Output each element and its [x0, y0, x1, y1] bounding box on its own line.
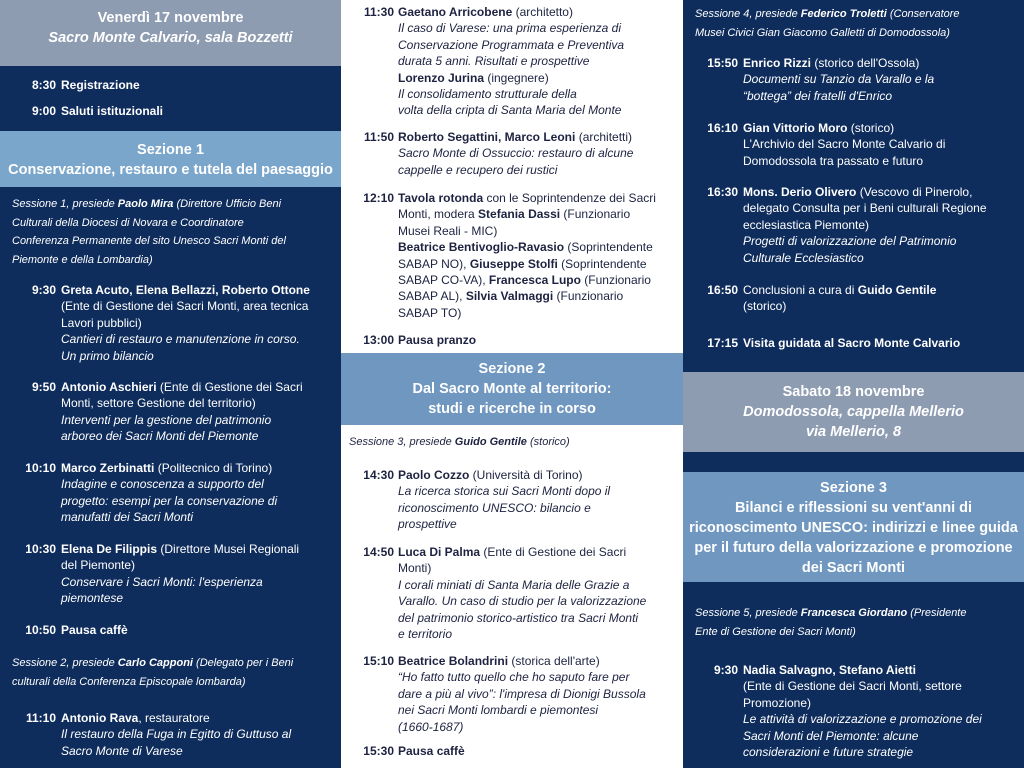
item-details — [743, 335, 1016, 351]
item-text: Monti) — [398, 561, 432, 576]
item-line — [398, 467, 675, 483]
item-line — [61, 710, 333, 726]
item-line — [61, 348, 333, 364]
item-line — [398, 256, 675, 272]
item-time: 14:30 — [363, 468, 394, 482]
item-details — [61, 710, 333, 759]
item-text: delegato Consulta per i Beni culturali Regione — [743, 201, 987, 216]
item-line — [398, 653, 675, 669]
talk-title: La ricerca storica sui Sacri Monti dopo il — [398, 484, 611, 499]
item-line — [398, 239, 675, 255]
item-line — [743, 678, 1016, 694]
item-line — [398, 4, 675, 20]
speaker-name: Nadia Salvagno, Stefano Aietti — [743, 663, 916, 677]
item-text: (Soprintendente — [557, 256, 647, 271]
section-title-line-1: Dal Sacro Monte al territorio: — [412, 381, 612, 397]
day-venue: Domodossola, cappella Mellerio — [743, 404, 964, 420]
item-details — [743, 55, 1016, 104]
schedule-item — [341, 332, 675, 348]
talk-title: Interventi per la gestione del patrimonio — [61, 412, 272, 427]
item-details — [743, 662, 1016, 760]
speaker-name: Gaetano Arricobene — [398, 5, 513, 19]
speaker-name: Roberto Segattini, Marco Leoni — [398, 130, 576, 144]
item-text: SABAP NO), — [398, 256, 470, 271]
item-line — [398, 305, 675, 321]
schedule-item — [683, 184, 1016, 266]
speaker-name: Luca Di Palma — [398, 545, 481, 559]
session-chair-name: Carlo Capponi — [117, 657, 193, 669]
section-title-line-1: Bilanci e riflessioni su vent'anni di — [734, 500, 973, 516]
session-1-chair — [12, 195, 329, 269]
item-line — [61, 726, 333, 742]
item-line — [398, 702, 675, 718]
item-text: Monti, modera — [398, 207, 479, 222]
column-friday-morning — [0, 0, 341, 768]
talk-title: Il caso di Varese: una prima esperienza di — [398, 21, 622, 36]
schedule-item — [683, 662, 1016, 760]
talk-title: Conservazione Programmata e Preventiva — [398, 37, 625, 52]
item-details — [743, 120, 1016, 169]
item-details — [398, 332, 675, 348]
item-line — [743, 728, 1016, 744]
session-label: Sessione 2, presiede — [12, 657, 118, 669]
item-time: 16:10 — [707, 121, 738, 135]
item-text: SABAP TO) — [398, 305, 462, 320]
item-line — [743, 298, 1016, 314]
speaker-name: Elena De Filippis — [61, 542, 158, 556]
schedule-item — [341, 743, 675, 759]
item-line — [398, 560, 675, 576]
item-details — [61, 541, 333, 607]
talk-title: Conservare i Sacri Monti: l'esperienza — [61, 574, 263, 589]
item-text: (Ente di Gestione dei Sacri — [480, 545, 627, 559]
item-line — [743, 744, 1016, 760]
item-line — [743, 711, 1016, 727]
talk-title: e territorio — [398, 627, 453, 642]
item-details — [398, 4, 675, 119]
item-line — [398, 626, 675, 642]
item-line — [61, 460, 333, 476]
item-line — [398, 190, 675, 206]
schedule-item — [341, 653, 675, 735]
item-details — [398, 544, 675, 642]
item-line — [398, 577, 675, 593]
speaker-name: Giuseppe Stolfi — [469, 256, 558, 271]
item-line — [61, 590, 333, 606]
speaker-name: Lorenzo Jurina — [398, 70, 485, 85]
session-chair-role: (storico) — [526, 436, 570, 448]
item-line — [61, 379, 333, 395]
item-text: (Direttore Musei Regionali — [157, 542, 300, 556]
item-line — [61, 428, 333, 444]
speaker-name: Silvia Valmaggi — [465, 289, 554, 304]
item-text: (Soprintendente — [564, 240, 653, 255]
item-line — [61, 743, 333, 759]
item-line — [398, 37, 675, 53]
speaker-name: Pausa caffè — [61, 623, 128, 637]
schedule-item — [0, 541, 333, 607]
item-line — [743, 184, 1016, 200]
item-line — [398, 145, 675, 161]
item-line — [398, 70, 675, 86]
day-venue: Sacro Monte Calvario, sala Bozzetti — [48, 30, 293, 46]
item-text: ecclesiastica Piemonte) — [743, 217, 870, 232]
item-time: 9:30 — [31, 283, 56, 297]
item-details — [61, 622, 333, 638]
speaker-name: Gian Vittorio Moro — [743, 121, 848, 135]
item-time: 11:30 — [363, 5, 394, 19]
talk-title: considerazioni e future strategie — [743, 745, 914, 760]
item-time: 9:30 — [713, 663, 738, 677]
speaker-name: Beatrice Bolandrini — [398, 654, 509, 668]
talk-title: nei Sacri Monti lombardi e piemontesi — [398, 703, 599, 718]
section-title-line-3: per il futuro della valorizzazione e promozione — [694, 540, 1013, 556]
speaker-name: Saluti istituzionali — [61, 104, 164, 118]
item-line — [61, 509, 333, 525]
session-5-chair — [695, 604, 1012, 641]
item-text: Musei Reali - MIC) — [398, 223, 498, 238]
item-details — [61, 77, 333, 93]
schedule-item — [683, 335, 1016, 351]
session-chair-role: Culturali della Diocesi di Novara e Coordinatore — [12, 216, 244, 229]
talk-title: riconoscimento UNESCO: bilancio e — [398, 500, 591, 515]
schedule-item — [0, 710, 333, 759]
session-chair-role: Musei Civici Gian Giacomo Galletti di Domodossola) — [695, 26, 950, 39]
schedule-item — [0, 282, 333, 364]
item-line — [398, 669, 675, 685]
item-text: (Funzionario — [553, 289, 624, 304]
section-1-header — [0, 131, 341, 187]
item-details — [398, 653, 675, 735]
section-title-line-2: riconoscimento UNESCO: indirizzi e linee guida — [689, 520, 1018, 536]
item-line — [743, 282, 1016, 298]
talk-title: Varallo. Un caso di studio per la valorizzazione — [398, 594, 647, 609]
item-line — [398, 272, 675, 288]
item-text: (storico dell'Ossola) — [811, 56, 920, 70]
talk-title: manufatti dei Sacri Monti — [61, 510, 194, 525]
item-text: Monti, settore Gestione del territorio) — [61, 396, 256, 411]
schedule-item — [683, 120, 1016, 169]
item-time: 17:15 — [707, 336, 738, 350]
item-line — [743, 120, 1016, 136]
item-details — [398, 467, 675, 533]
talk-title: progetto: esempi per la conservazione di — [61, 493, 278, 508]
item-time: 15:10 — [363, 654, 394, 668]
item-line — [398, 20, 675, 36]
item-line — [61, 541, 333, 557]
item-text: (architetti) — [575, 130, 633, 144]
talk-title: piemontese — [61, 591, 124, 606]
item-line — [398, 53, 675, 69]
item-line — [61, 412, 333, 428]
session-2-chair — [12, 654, 329, 691]
item-details — [398, 190, 675, 321]
item-line — [743, 200, 1016, 216]
speaker-name: Enrico Rizzi — [743, 56, 812, 70]
talk-title: Il restauro della Fuga in Egitto di Guttuso al — [61, 727, 292, 742]
item-line — [61, 622, 333, 638]
speaker-name: Mons. Derio Olivero — [743, 185, 857, 199]
schedule-item — [683, 55, 1016, 104]
item-time: 11:50 — [363, 130, 394, 144]
item-text: (Ente di Gestione dei Sacri — [156, 380, 303, 394]
talk-title: durata 5 anni. Risultati e prospettive — [398, 54, 590, 69]
speaker-name: Greta Acuto, Elena Bellazzi, Roberto Ottone — [61, 283, 310, 297]
speaker-name: Pausa pranzo — [398, 333, 477, 347]
item-details — [61, 282, 333, 364]
item-line — [398, 686, 675, 702]
item-line — [398, 206, 675, 222]
day-date: Sabato 18 novembre — [782, 384, 925, 400]
schedule-item — [0, 379, 333, 445]
item-text: (Funzionario — [560, 207, 631, 222]
speaker-name: Registrazione — [61, 78, 140, 92]
item-text: del Piemonte) — [61, 558, 136, 573]
item-details — [61, 103, 333, 119]
item-line — [398, 610, 675, 626]
session-chair-role: Ente di Gestione dei Sacri Monti) — [695, 625, 856, 638]
item-details — [61, 379, 333, 445]
talk-title: Sacri Monti del Piemonte: alcune — [743, 728, 919, 743]
speaker-name: Paolo Cozzo — [398, 468, 470, 482]
item-line — [743, 88, 1016, 104]
talk-title: Sacro Monte di Varese — [61, 743, 183, 758]
item-text: (storico) — [743, 299, 787, 314]
talk-title: Sacro Monte di Ossuccio: restauro di alcune — [398, 146, 634, 161]
item-line — [61, 298, 333, 314]
talk-title: Culturale Ecclesiastico — [743, 250, 864, 265]
item-line — [398, 544, 675, 560]
item-line — [398, 500, 675, 516]
day-address: via Mellerio, 8 — [805, 424, 902, 440]
item-line — [398, 102, 675, 118]
talk-title: (1660-1687) — [398, 719, 464, 734]
item-text: (Politecnico di Torino) — [154, 461, 273, 475]
item-line — [398, 223, 675, 239]
speaker-name: Marco Zerbinatti — [61, 461, 155, 475]
item-details — [398, 743, 675, 759]
schedule-item — [341, 467, 675, 533]
item-time: 10:30 — [25, 542, 56, 556]
talk-title: “Ho fatto tutto quello che ho saputo fare per — [398, 670, 630, 685]
session-4-chair — [695, 5, 1012, 42]
schedule-item — [683, 282, 1016, 315]
item-time: 14:50 — [363, 545, 394, 559]
session-chair-name: Paolo Mira — [117, 198, 174, 210]
item-line — [398, 719, 675, 735]
item-time: 11:10 — [25, 711, 56, 725]
item-time: 10:50 — [25, 623, 56, 637]
item-time: 15:50 — [707, 56, 738, 70]
session-chair-role: (Direttore Ufficio Beni — [173, 198, 282, 210]
item-time: 13:00 — [363, 333, 394, 347]
item-line — [61, 282, 333, 298]
item-line — [398, 288, 675, 304]
item-text: (Funzionario — [580, 273, 651, 288]
speaker-name: Guido Gentile — [857, 283, 937, 297]
item-line — [398, 483, 675, 499]
item-line — [398, 332, 675, 348]
talk-title: prospettive — [398, 517, 457, 532]
item-text: (Ente di Gestione dei Sacri Monti, settore — [743, 679, 962, 694]
talk-title: Il consolidamento strutturale della — [398, 87, 577, 102]
section-3-header — [683, 472, 1024, 582]
session-chair-role: Conferenza Permanente del sito Unesco Sacri Monti del — [12, 235, 286, 247]
item-line — [743, 335, 1016, 351]
item-time: 16:30 — [707, 185, 738, 199]
item-line — [743, 233, 1016, 249]
section-number: Sezione 2 — [478, 361, 546, 377]
speaker-name: Stefania Dassi — [478, 207, 561, 222]
talk-title: Un primo bilancio — [61, 348, 154, 363]
column-friday-midday — [341, 0, 683, 768]
talk-title: I corali miniati di Santa Maria delle Grazie a — [398, 577, 630, 592]
speaker-name: Visita guidata al Sacro Monte Calvario — [743, 336, 961, 350]
day-header-friday — [0, 0, 341, 66]
talk-title: cappelle e recupero dei rustici — [398, 162, 558, 177]
item-line — [61, 574, 333, 590]
item-text: SABAP AL), — [398, 289, 466, 304]
talk-title: Progetti di valorizzazione del Patrimonio — [743, 234, 957, 249]
item-line — [743, 71, 1016, 87]
item-line — [398, 743, 675, 759]
item-line — [61, 315, 333, 331]
item-time: 12:10 — [363, 191, 394, 205]
item-line — [61, 103, 333, 119]
schedule-item — [341, 129, 675, 178]
item-text: (storica dell'arte) — [508, 654, 600, 668]
session-chair-name: Federico Troletti — [800, 8, 887, 20]
item-text: Lavori pubblici) — [61, 315, 142, 330]
schedule-item — [0, 622, 333, 638]
item-time: 16:50 — [707, 283, 738, 297]
talk-title: Indagine e conoscenza a supporto del — [61, 477, 264, 492]
session-chair-role: (Delegato per i Beni — [192, 657, 294, 669]
item-line — [398, 162, 675, 178]
item-text: , restauratore — [138, 711, 210, 725]
item-line — [743, 695, 1016, 711]
item-line — [743, 217, 1016, 233]
item-text: (Vescovo di Pinerolo, — [856, 185, 973, 199]
item-text: (architetto) — [512, 5, 573, 19]
talk-title: dare a più al vivo”: l'impresa di Dionigi Bussola — [398, 686, 646, 701]
session-chair-role: (Conservatore — [886, 8, 960, 20]
schedule-item — [341, 190, 675, 321]
session-label: Sessione 4, presiede — [695, 8, 801, 20]
item-time: 9:50 — [31, 380, 56, 394]
talk-title: del patrimonio storico-artistico tra Sacri Monti — [398, 610, 639, 625]
item-line — [61, 493, 333, 509]
item-text: SABAP CO-VA), — [398, 273, 489, 288]
schedule-item — [341, 4, 675, 119]
session-chair-name: Francesca Giordano — [800, 607, 908, 619]
speaker-name: Pausa caffè — [398, 744, 465, 758]
item-time: 9:00 — [31, 104, 56, 118]
item-line — [61, 476, 333, 492]
schedule-item — [0, 77, 333, 93]
talk-title: Le attività di valorizzazione e promozione dei — [743, 712, 982, 727]
section-title-line-2: studi e ricerche in corso — [428, 401, 596, 417]
item-line — [743, 153, 1016, 169]
speaker-name: Tavola rotonda — [398, 191, 484, 205]
section-number: Sezione 1 — [137, 142, 204, 158]
item-line — [398, 129, 675, 145]
item-line — [61, 557, 333, 573]
session-label: Sessione 5, presiede — [695, 607, 801, 619]
day-date: Venerdì 17 novembre — [97, 10, 244, 26]
schedule-item — [0, 460, 333, 526]
item-text: (storico) — [847, 121, 895, 135]
item-time: 15:30 — [363, 744, 394, 758]
item-text: Conclusioni a cura di — [743, 283, 858, 297]
item-time: 10:10 — [25, 461, 56, 475]
item-details — [743, 282, 1016, 315]
day-header-saturday — [683, 372, 1024, 452]
item-line — [61, 331, 333, 347]
item-text: Promozione) — [743, 695, 812, 710]
section-title-line-4: dei Sacri Monti — [801, 560, 906, 576]
section-title: Conservazione, restauro e tutela del paesaggio — [8, 162, 333, 178]
item-time: 8:30 — [31, 78, 56, 92]
talk-title: Cantieri di restauro e manutenzione in corso. — [61, 332, 300, 347]
schedule-item — [341, 544, 675, 642]
item-line — [743, 136, 1016, 152]
item-line — [743, 250, 1016, 266]
item-text: (Ente di Gestione dei Sacri Monti, area tecnica — [61, 299, 309, 314]
item-text: (ingegnere) — [484, 70, 549, 85]
session-chair-role: Piemonte e della Lombardia) — [12, 253, 153, 266]
item-line — [743, 55, 1016, 71]
speaker-name: Francesca Lupo — [488, 273, 581, 288]
item-line — [61, 77, 333, 93]
talk-title: “bottega” dei fratelli d'Enrico — [743, 88, 893, 103]
section-2-header — [341, 353, 683, 425]
item-line — [743, 662, 1016, 678]
item-line — [398, 86, 675, 102]
talk-title: arboreo dei Sacri Monti del Piemonte — [61, 429, 259, 444]
section-number: Sezione 3 — [820, 480, 887, 496]
item-details — [743, 184, 1016, 266]
item-text: con le Soprintendenze dei Sacri — [483, 191, 656, 205]
item-text: L'Archivio del Sacro Monte Calvario di — [743, 137, 946, 152]
session-label: Sessione 3, presiede — [349, 436, 455, 448]
session-label: Sessione 1, presiede — [12, 198, 118, 210]
item-line — [398, 516, 675, 532]
session-chair-role: culturali della Conferenza Episcopale lombarda) — [12, 675, 246, 688]
talk-title: volta della cripta di Santa Maria del Monte — [398, 103, 622, 118]
speaker-name: Antonio Rava — [61, 711, 139, 725]
item-details — [61, 460, 333, 526]
session-chair-name: Guido Gentile — [454, 436, 527, 448]
speaker-name: Antonio Aschieri — [61, 380, 157, 394]
item-line — [61, 395, 333, 411]
speaker-name: Beatrice Bentivoglio-Ravasio — [398, 240, 565, 255]
talk-title: Documenti su Tanzio da Varallo e la — [743, 72, 935, 87]
schedule-item — [0, 103, 333, 119]
column-friday-afternoon-saturday — [683, 0, 1024, 768]
item-line — [398, 593, 675, 609]
item-details — [398, 129, 675, 178]
session-3-chair — [349, 433, 671, 452]
item-text: Domodossola tra passato e futuro — [743, 153, 924, 168]
session-chair-role: (Presidente — [907, 607, 967, 619]
item-text: (Università di Torino) — [469, 468, 583, 482]
